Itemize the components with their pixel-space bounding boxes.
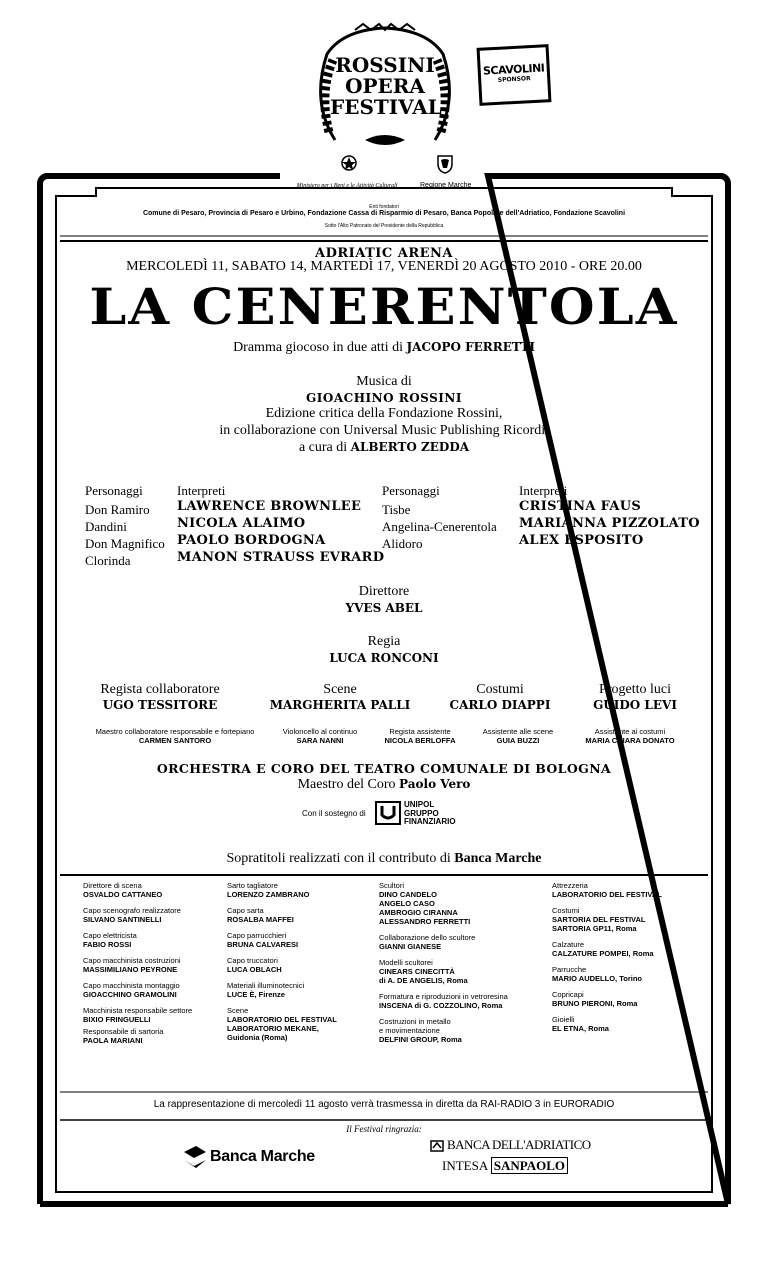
sanpaolo-logo-text: SANPAOLO [491,1157,568,1174]
crew-name: SARTORIA DEL FESTIVAL [552,915,646,924]
crew-item [552,906,702,933]
cast-header-role-left: Personaggi [85,483,143,498]
assistant-name: NICOLA BERLOFFA [384,736,456,745]
cast-role: Don Magnifico [85,536,165,551]
crew-column-3 [379,881,539,1051]
assistant-item [468,727,568,745]
assistant-item [565,727,695,745]
crew-item [83,1006,223,1024]
assistant-role: Maestro collaboratore responsabile e fortepiano [95,727,255,736]
cast-performer: PAOLO BORDOGNA [177,533,326,548]
unipol-line: UNIPOL [404,800,435,809]
cast-performer: CRISTINA FAUS [519,499,642,514]
cast-list-left [85,499,385,567]
crew-item [227,1006,367,1042]
unipol-logo-icon [375,801,401,825]
edition-line-2: in collaborazione con Universal Music Publishing Ricordi, [219,423,549,438]
crew-name: LABORATORIO DEL FESTIVAL [227,1015,337,1024]
crew-item [379,958,539,985]
cast-performer: NICOLA ALAIMO [177,516,306,531]
team-item [570,682,700,712]
crew-item [379,881,539,926]
cast-row [382,499,702,516]
crew-role: Copricapi [552,990,584,999]
cast-performer: MARIANNA PIZZOLATO [519,516,700,531]
assistant-role: Assistente alle scene [482,727,554,736]
unipol-logo-text [404,801,456,827]
ministry-label: Ministero per i Beni e le Attività Culturali [296,183,398,189]
assistant-role: Violoncello al continuo [282,727,358,736]
cast-row [382,533,702,550]
assistant-item [75,727,275,745]
director: LUCA RONCONI [329,651,439,665]
crew-column-1 [83,881,223,1052]
crew-name: BIXIO FRINGUELLI [83,1015,151,1024]
cast-row [85,499,385,516]
crew-item [227,906,367,924]
cast-performer: MANON STRAUSS EVRARD [177,550,385,565]
crew-name: INSCENA di G. COZZOLINO, Roma [379,1001,503,1010]
festival-logo-text [330,55,440,118]
crew-role: Parrucche [552,965,587,974]
crew-item [552,940,702,958]
crew-item [227,881,367,899]
assistant-item [365,727,475,745]
crew-item [379,1017,539,1044]
crew-role: Capo sarta [227,906,264,915]
team-role: Scene [323,682,357,697]
broadcast-note: La rappresentazione di mercoledì 11 agosto verrà trasmessa in diretta da RAI-RADIO 3 in EURORADIO [153,1099,615,1110]
crew-role: Capo elettricista [83,931,137,940]
crew-item [552,990,702,1008]
crew-item [227,981,367,999]
ministry-emblem-icon [340,154,358,172]
banca-marche-logo-icon [182,1144,208,1170]
cast-role: Dandini [85,519,127,534]
crew-name: LORENZO ZAMBRANO [227,890,310,899]
adriatico-logo-text: BANCA DELL'ADRIATICO [447,1137,591,1152]
logo-line-opera: OPERA [345,74,425,98]
cast-row [85,516,385,533]
cast-list-right [382,499,702,550]
composer: GIOACHINO ROSSINI [306,391,462,405]
unipol-line: FINANZIARIO [404,817,456,826]
patronage-note: Sotto l'Alto Patronato del Presidente della Repubblica [324,223,444,229]
crew-name: LABORATORIO MEKANE, [227,1024,319,1033]
crew-name: DELFINI GROUP, Roma [379,1035,462,1044]
region-emblem-icon [436,154,454,174]
crew-name: ALESSANDRO FERRETTI [379,917,471,926]
surtitles-sponsor: Banca Marche [454,851,542,866]
founders-title: Enti fondatori [369,204,399,210]
crew-name: OSVALDO CATTANEO [83,890,163,899]
crew-name: ANGELO CASO [379,899,435,908]
crew-column-2 [227,881,367,1049]
crew-name: BRUNA CALVARESI [227,940,299,949]
conductor-label: Direttore [358,584,410,599]
crew-role: Capo parrucchieri [227,931,287,940]
crew-role: Modelli scultorei [379,958,433,967]
edition-line-1: Edizione critica della Fondazione Rossini, [265,406,503,421]
surtitles-prefix: Sopratitoli realizzati con il contributo di [226,851,455,866]
subtitle-prefix: Dramma giocoso in due atti di [233,340,407,355]
cast-header-performer-right: Interpreti [519,483,568,498]
crew-item [83,931,223,949]
crew-role: Capo scenografo realizzatore [83,906,181,915]
sponsor-logo-name: SCAVOLINI [482,61,545,78]
sponsor-logo-sub: SPONSOR [497,75,531,84]
crew-role: Scultori [379,881,405,890]
crew-name: LABORATORIO DEL FESTIVAL [552,890,662,899]
performance-dates: MERCOLEDÌ 11, SABATO 14, MARTEDÌ 17, VENERDÌ 20 AGOSTO 2010 - ORE 20.00 [126,259,642,274]
crew-name: EL ETNA, Roma [552,1024,609,1033]
cast-row [85,533,385,550]
edition-curator [60,440,708,456]
editor: ALBERTO ZEDDA [350,440,470,454]
chorus-master-line [60,777,708,793]
crew-name: GIOACCHINO GRAMOLINI [83,990,177,999]
intesa-sanpaolo-logo [442,1158,568,1174]
crew-item [552,1015,702,1033]
crew-item [83,981,223,999]
team-item [80,682,240,712]
adriatico-logo-icon [430,1138,444,1152]
team-role: Costumi [476,682,524,697]
assistant-item [270,727,370,745]
crew-role: Sarto tagliatore [227,881,278,890]
crew-role: Gioielli [552,1015,575,1024]
crew-role: Scene [227,1006,249,1015]
support-label: Con il sostegno di [302,809,366,818]
logo-line-festival: FESTIVAL [330,95,442,119]
assistant-name: CARMEN SANTORO [138,736,212,745]
cast-role: Tisbe [382,502,411,517]
music-label: Musica di [356,374,412,389]
team-name: CARLO DIAPPI [449,698,551,712]
conductor: YVES ABEL [345,601,423,615]
crew-name: DINO CANDELO [379,890,437,899]
crew-name: CALZATURE POMPEI, Roma [552,949,654,958]
crew-name: GIANNI GIANESE [379,942,442,951]
team-item [255,682,425,712]
founders-list: Comune di Pesaro, Provincia di Pesaro e Urbino, Fondazione Cassa di Risparmio di Pesaro, Banca Popolare dell'Adriatico, Fondazione Scavolini [142,210,626,217]
crew-item [83,1027,223,1045]
edition-prefix: a cura di [298,440,351,455]
crew-item [227,931,367,949]
banca-marche-logo-text: Banca Marche [210,1148,315,1165]
crew-column-4 [552,881,702,1040]
cast-header-role-right: Personaggi [382,483,440,498]
crew-item [83,881,223,899]
crew-role: Formatura e riproduzioni in vetroresina [379,992,508,1001]
crew-item [552,965,702,983]
crew-name: Guidonia (Roma) [227,1033,288,1042]
crew-name: di A. DE ANGELIS, Roma [379,976,468,985]
crew-role: Calzature [552,940,585,949]
crew-role: Capo truccatori [227,956,278,965]
cast-performer: ALEX ESPOSITO [519,533,644,548]
cast-header-performer-left: Interpreti [177,483,226,498]
surtitles-line [60,851,708,867]
crew-name: PAOLA MARIANI [83,1036,143,1045]
crew-role: Macchinista responsabile settore [83,1006,193,1015]
crew-name: ROSALBA MAFFEI [227,915,294,924]
region-label: Regione Marche [420,182,472,189]
crew-name: BRUNO PIERONI, Roma [552,999,638,1008]
venue: ADRIATIC ARENA [314,246,453,261]
assistant-role: Regista assistente [389,727,451,736]
director-label: Regia [367,634,401,649]
crew-role: Collaborazione dello scultore [379,933,476,942]
cast-row [85,550,385,567]
team-role: Regista collaboratore [100,682,220,697]
crew-role: Direttore di scena [83,881,142,890]
sponsor-logo-box [477,44,552,106]
thanks-label: Il Festival ringrazia: [346,1124,422,1134]
assistant-role: Assistente ai costumi [594,727,666,736]
librettist: JACOPO FERRETTI [406,340,535,354]
team-name: GUIDO LEVI [593,698,677,712]
cast-role: Clorinda [85,553,131,568]
crew-name: MASSIMILIANO PEYRONE [83,965,178,974]
cast-role: Angelina-Cenerentola [382,519,497,534]
intesa-logo-text: INTESA [442,1158,488,1173]
crew-role: Costruzioni in metallo e movimentazione [379,1017,451,1035]
assistant-name: GUIA BUZZI [496,736,540,745]
logo-line-rossini: ROSSINI [335,53,435,77]
cast-performer: LAWRENCE BROWNLEE [177,499,362,514]
crew-role: Costumi [552,906,580,915]
crew-item [83,956,223,974]
assistant-name: SARA NANNI [296,736,344,745]
orchestra-name: ORCHESTRA E CORO DEL TEATRO COMUNALE DI BOLOGNA [156,761,612,776]
unipol-line: GRUPPO [404,808,439,818]
crew-name: LUCA OBLACH [227,965,282,974]
chorus-master: Paolo Vero [399,777,471,791]
crew-name: CINEARS CINECITTÀ [379,967,455,976]
crew-role: Attrezzeria [552,881,588,890]
assistant-name: MARIA CHIARA DONATO [585,736,675,745]
chorus-prefix: Maestro del Coro [297,777,400,792]
crew-name: AMBROGIO CIRANNA [379,908,458,917]
crew-role: Capo macchinista costruzioni [83,956,181,965]
crew-name: SILVANO SANTINELLI [83,915,162,924]
crew-role: Materiali illuminotecnici [227,981,305,990]
crew-name: FABIO ROSSI [83,940,132,949]
team-item [430,682,570,712]
team-name: MARGHERITA PALLI [269,698,411,712]
opera-subtitle [60,340,708,356]
cast-role: Alidoro [382,536,423,551]
crew-name: MARIO AUDELLO, Torino [552,974,642,983]
crew-item [227,956,367,974]
crew-name: LUCE È, Firenze [227,990,285,999]
team-role: Progetto luci [599,682,671,697]
cast-row [382,516,702,533]
crew-item [552,881,702,899]
crew-item [379,933,539,951]
crew-item [379,992,539,1010]
crew-item [83,906,223,924]
crew-name: SARTORIA GP11, Roma [552,924,637,933]
crew-role: Capo macchinista montaggio [83,981,180,990]
team-name: UGO TESSITORE [102,698,218,712]
cast-role: Don Ramiro [85,502,150,517]
crew-role: Responsabile di sartoria [83,1027,164,1036]
opera-title: LA CENERENTOLA [89,277,679,336]
